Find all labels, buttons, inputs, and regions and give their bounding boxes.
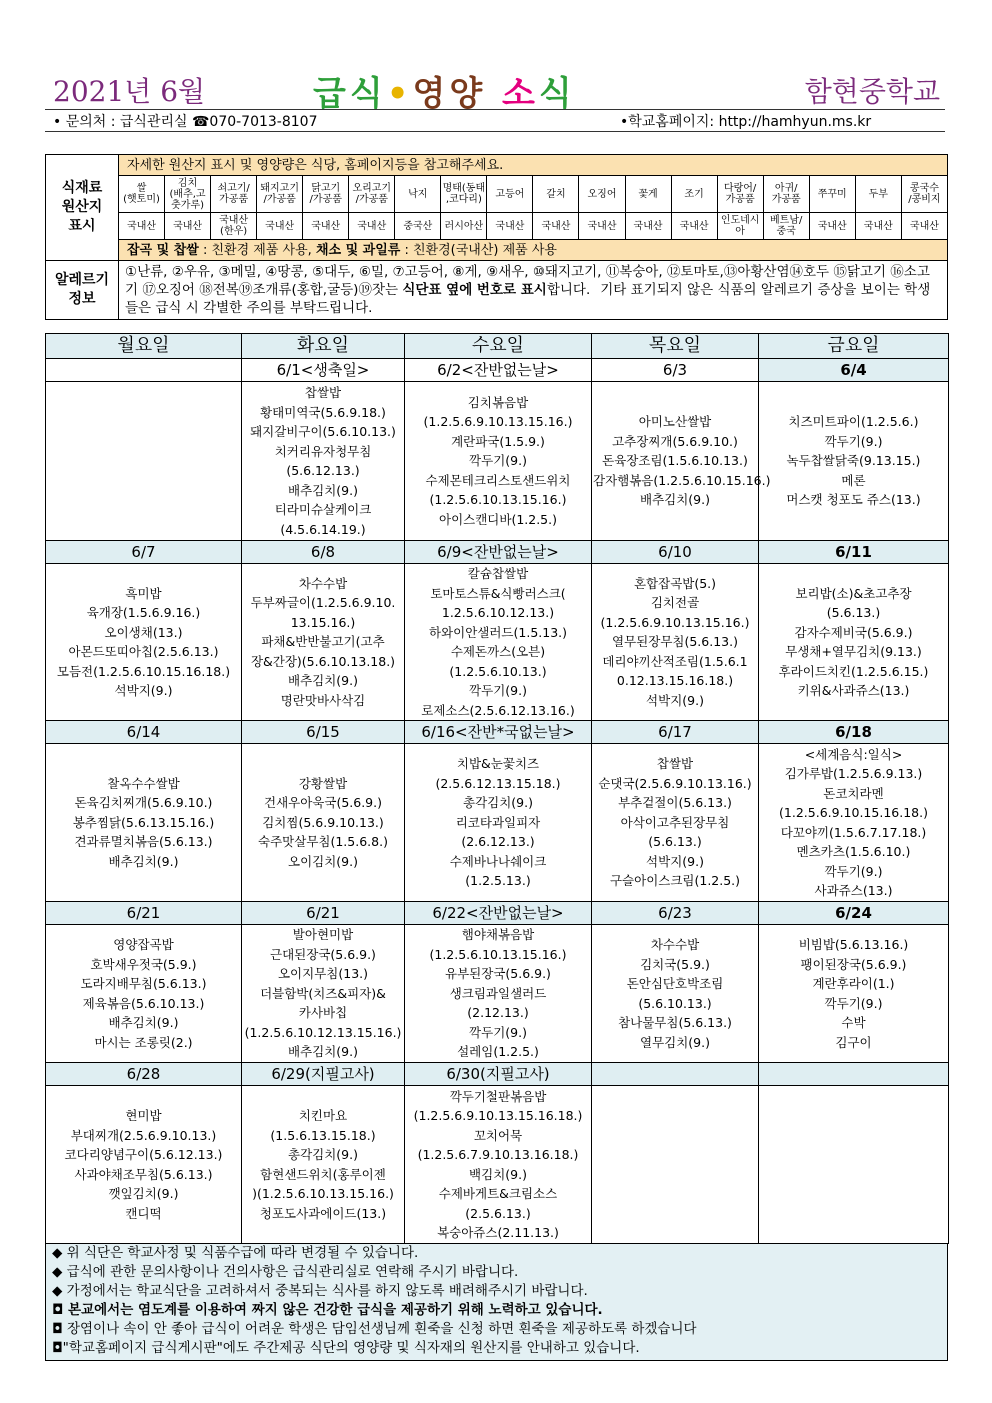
- notice-line: ◘ 장염이나 속이 안 좋아 급식이 어려운 학생은 담임선생님께 흰죽을 신청 하면 흰죽을 제공하도록 하겠습니다: [52, 1321, 697, 1337]
- menu-item: 발아현미밥: [292, 927, 354, 943]
- daily-menu: [759, 564, 949, 721]
- date-row: [46, 721, 949, 744]
- weekday-header: 화요일: [242, 334, 405, 359]
- origin-item: 닭고기 /가공품: [303, 176, 349, 213]
- daily-menu: [242, 564, 405, 721]
- menu-item: 혼합잡곡밥(5.): [633, 575, 717, 591]
- menu-item: (2.12.13.): [467, 1005, 529, 1021]
- menu-item: 봉추찜닭(5.6.13.15.16.): [72, 814, 215, 830]
- menu-item: 햄야채볶음밥: [461, 927, 535, 943]
- menu-item: 치즈미트파이(1.2.5.6.): [788, 414, 919, 430]
- origin-item: 돼지고기 /가공품: [257, 176, 303, 213]
- menu-item: 찹쌀밥: [304, 385, 342, 400]
- origin-items-row: [46, 176, 948, 213]
- menu-item: (1.2.5.6.7.9.10.13.16.18.): [417, 1147, 579, 1162]
- menu-item: (1.2.5.6.10.13.): [449, 663, 547, 679]
- menu-item: 김치전골: [650, 595, 700, 611]
- menu-item: 김구이: [835, 1034, 872, 1050]
- menu-row: [46, 925, 949, 1063]
- menu-item: 코다리양념구이(5.6.12.13.): [64, 1147, 223, 1162]
- allergy-row: [46, 261, 948, 320]
- menu-item: (1.2.5.6.9.10.13.15.16.18.): [413, 1108, 583, 1123]
- menu-date: 6/30(지필고사): [405, 1063, 592, 1086]
- origin-item: 김치 (배추,고 춧가루): [165, 176, 211, 213]
- menu-row: [46, 1086, 949, 1244]
- allergy-list-text: 닭고기 ⑯소고기 ⑰오징어 ⑱전복⑲조개류(홍합,굴등)⑲잣는: [125, 264, 930, 298]
- menu-date: 6/11: [759, 541, 949, 564]
- origin-country: 국내산: [487, 213, 533, 240]
- origin-country: 중국산: [395, 213, 441, 240]
- menu-item: 치킨마요: [298, 1108, 348, 1123]
- notice-line: ◘ 본교에서는 염도계를 이용하여 짜지 않은 건강한 급식을 제공하기 위해 노력하고 있습니다.: [52, 1302, 603, 1318]
- menu-item: (2.5.6.13.): [465, 1205, 531, 1221]
- menu-item: 수제몬테크리스토샌드위치: [425, 472, 571, 488]
- menu-item: 차수수밥: [298, 575, 348, 591]
- daily-menu: [46, 925, 242, 1063]
- menu-item: 배추김치(9.): [108, 853, 179, 869]
- menu-item: (4.5.6.14.19.): [280, 521, 366, 537]
- menu-item: 티라미슈살케이크: [274, 502, 372, 517]
- menu-item: (1.5.6.13.15.18.): [270, 1127, 376, 1143]
- menu-item: 토마토스튜&식빵러스크(: [430, 585, 566, 601]
- allergy-list-line: ①난류, ②우유, ③메밀, ④땅콩, ⑤대두, ⑥밀, ⑦고등어, ⑧게, ⑨새우, ⑩돼지고기, ⑪복숭아, ⑫토마토,⑬아황산염⑭호두 ⑮: [125, 264, 847, 280]
- date-row: [46, 902, 949, 925]
- daily-menu: [46, 744, 242, 902]
- menu-item: 수제바나나쉐이크: [449, 853, 547, 869]
- menu-item: 오이김치(9.): [288, 853, 358, 869]
- origin-item: 두부: [855, 176, 901, 213]
- daily-menu: [46, 382, 242, 541]
- menu-item: 숙주맛살무침(1.5.6.8.): [258, 834, 388, 850]
- title-part: 영: [412, 74, 450, 114]
- menu-item: 캔디떡: [125, 1205, 162, 1221]
- daily-menu: [242, 1086, 405, 1244]
- daily-menu: [592, 925, 759, 1063]
- origin-item: 쭈꾸미: [809, 176, 855, 213]
- menu-date: 6/1<생축일>: [242, 359, 405, 382]
- daily-menu: [405, 564, 592, 721]
- menu-item: 배추김치(9.): [288, 673, 358, 689]
- menu-date: [759, 1063, 949, 1086]
- daily-menu: [759, 925, 949, 1063]
- menu-item: 청포도사과에이드(13.): [259, 1205, 387, 1221]
- daily-menu: [46, 1086, 242, 1244]
- menu-date: 6/24: [759, 902, 949, 925]
- origin-country: 국내산: [533, 213, 579, 240]
- origin-country: 국내산: [119, 213, 165, 240]
- origin-item: 콩국수 /콩비지: [901, 176, 947, 213]
- menu-item: 멘츠카츠(1.5.6.10.): [796, 844, 911, 859]
- allergy-warning: 기타 표기되지 않은 식품의 알레르기 증상을 보이는 학생들은 급식 시 각별한 주의를 부탁드립니다.: [125, 282, 931, 316]
- menu-item: (5.6.13.): [648, 834, 702, 850]
- origin-item: 갈치: [533, 176, 579, 213]
- menu-date: 6/23: [592, 902, 759, 925]
- menu-item: 치밥&눈꽃치즈: [456, 756, 540, 772]
- menu-row: [46, 564, 949, 721]
- lunch-menu-table: [45, 333, 949, 1244]
- menu-item: 비빔밥(5.6.13.16.): [798, 937, 909, 952]
- menu-item: 수제바게트&크림소스: [438, 1186, 558, 1201]
- origin-item: 고등어: [487, 176, 533, 213]
- origin-country: 국내산: [625, 213, 671, 240]
- daily-menu: [46, 564, 242, 721]
- notice-line: ◆ 가정에서는 학교식단을 고려하셔서 중복되는 식사를 하지 않도록 배려해주시기 바랍니다.: [52, 1283, 588, 1299]
- menu-item: (5.6.12.13.): [286, 463, 360, 478]
- menu-item: (1.2.5.6.10.12.13.15.16.): [244, 1024, 402, 1040]
- menu-item: 육개장(1.5.6.9.16.): [86, 605, 201, 620]
- menu-item: (2.6.12.13.): [461, 834, 535, 850]
- menu-item: (1.2.5.6.10.13.15.16.): [429, 492, 567, 508]
- menu-item: 현미밥: [125, 1108, 162, 1123]
- title-part: 식: [538, 74, 576, 114]
- menu-date: 6/16<잔반*국없는날>: [405, 721, 592, 744]
- school-name: 함현중학교: [804, 75, 940, 108]
- menu-date: 6/28: [46, 1063, 242, 1086]
- eco-note-text: : 친환경 제품 사용,: [198, 242, 316, 258]
- menu-item: 근대된장국(5.6.9.): [270, 946, 376, 962]
- year-month: 2021년 6월: [53, 75, 206, 108]
- menu-item: 카사바칩: [298, 1005, 348, 1021]
- page-header: [45, 68, 945, 114]
- menu-item: 열무김치(9.): [640, 1034, 710, 1050]
- menu-item: 돈육장조림(1.5.6.10.13.): [602, 453, 748, 469]
- menu-item: 김치볶음밥: [467, 394, 529, 410]
- daily-menu: [592, 382, 771, 541]
- menu-date: 6/22<잔반없는날>: [405, 902, 592, 925]
- menu-item: 배추김치(9.): [288, 1044, 358, 1060]
- menu-item: 메론: [841, 472, 866, 488]
- menu-item: 배추김치(9.): [288, 482, 358, 498]
- menu-item: 석박지(9.): [114, 683, 173, 698]
- menu-item: (5.6.13.): [826, 605, 881, 620]
- daily-menu: [405, 1086, 592, 1244]
- menu-item: 석박지(9.): [646, 853, 704, 869]
- daily-menu: [405, 382, 592, 541]
- notice-line: ◆ 위 식단은 학교사정 및 식품수급에 따라 변경될 수 있습니다.: [52, 1245, 419, 1261]
- menu-item: 치커리유자청무침: [274, 443, 372, 459]
- menu-item: 감자햄볶음(1.2.5.6.10.15.16.): [593, 472, 771, 488]
- menu-item: 복숭아쥬스(2.11.13.): [437, 1225, 559, 1240]
- menu-item: 모듬전(1.2.5.6.10.15.16.18.): [56, 663, 231, 679]
- menu-item: (2.5.6.12.13.15.18.): [435, 775, 561, 791]
- menu-item: 황태미역국(5.6.9.18.): [260, 404, 386, 420]
- menu-item: 마시는 조롱릿(2.): [94, 1034, 193, 1050]
- menu-item: 아이스캔디바(1.2.5.): [439, 511, 557, 527]
- daily-menu: [592, 1086, 759, 1244]
- menu-item: 녹두찹쌀닭죽(9.13.15.): [786, 453, 921, 469]
- menu-item: 사과야채조무침(5.6.13.): [74, 1166, 213, 1182]
- menu-item: 돈안심단호박조림: [626, 976, 724, 991]
- menu-row: [46, 744, 949, 902]
- daily-menu: [759, 382, 949, 541]
- menu-item: 수제돈까스(오븐): [450, 644, 546, 659]
- origin-note-row: [46, 155, 948, 176]
- menu-date: 6/21: [46, 902, 242, 925]
- menu-item: 돈육김치찌개(5.6.9.10.): [74, 795, 213, 811]
- origin-item: 쇠고기/ 가공품: [211, 176, 257, 213]
- menu-date: 6/2<잔반없는날>: [405, 359, 592, 382]
- allergy-list-text: 합니다.: [546, 282, 591, 298]
- title-part: 식: [349, 74, 387, 114]
- menu-item: 돈코치라멘: [823, 785, 884, 801]
- menu-item: 장&간장)(5.6.10.13.18.): [250, 653, 396, 669]
- daily-menu: [759, 1086, 949, 1244]
- origin-item: 쌀 (햇토미): [119, 176, 165, 213]
- menu-item: 두부짜글이(1.2.5.6.9.10.: [250, 595, 396, 611]
- menu-item: 후라이드치킨(1.2.5.6.15.): [778, 663, 929, 679]
- menu-item: (1.2.5.6.9.10.13.15.16.): [423, 414, 573, 430]
- origin-label: 식재료 원산지 표시: [46, 155, 119, 261]
- menu-item: 깍두기(9.): [469, 453, 527, 469]
- daily-menu: [592, 744, 759, 902]
- weekday-header: 수요일: [405, 334, 592, 359]
- menu-item: 팽이된장국(5.6.9.): [800, 956, 907, 972]
- origin-allergy-table: [45, 154, 948, 320]
- title-part: 소: [486, 74, 539, 114]
- menu-item: 명란맛바사삭김: [280, 692, 366, 708]
- menu-item: 김가루밥(1.2.5.6.9.13.): [784, 766, 923, 781]
- menu-row: [46, 382, 949, 541]
- menu-item: 깍두기(9.): [824, 863, 883, 879]
- menu-item: 제육볶음(5.6.10.13.): [82, 995, 205, 1011]
- menu-item: 호박새우젓국(5.9.): [90, 956, 197, 972]
- daily-menu: [242, 382, 405, 541]
- menu-date: 6/7: [46, 541, 242, 564]
- menu-item: 건새우아욱국(5.6.9.): [264, 795, 382, 811]
- menu-item: 하와이안샐러드(1.5.13.): [428, 624, 567, 640]
- origin-country: 국내산: [303, 213, 349, 240]
- menu-item: )(1.2.5.6.10.13.15.16.): [252, 1186, 394, 1201]
- newsletter-title: [313, 66, 576, 115]
- menu-item: 아삭이고추된장무침: [620, 814, 730, 830]
- origin-item: 명태(동태 ,코다리): [441, 176, 487, 213]
- menu-item: 유부된장국(5.6.9.): [445, 966, 551, 982]
- eco-note-text: : 친환경(국내산) 제품 사용: [400, 242, 557, 258]
- menu-item: 고추장찌개(5.6.9.10.): [612, 433, 738, 449]
- origin-country: 국내산: [809, 213, 855, 240]
- menu-date: 6/18: [759, 721, 949, 744]
- menu-item: 총각김치(9.): [288, 1147, 358, 1162]
- origin-country: 국내산: [671, 213, 717, 240]
- menu-item: 깍두기(9.): [469, 683, 527, 698]
- origin-country: 국내산: [257, 213, 303, 240]
- menu-date: 6/9<잔반없는날>: [405, 541, 592, 564]
- origin-country: 국내산: [349, 213, 395, 240]
- allergy-emphasis: 식단표 옆에 번호로 표시: [402, 282, 547, 298]
- daily-menu: [405, 744, 592, 902]
- notice-line: ◘"학교홈페이지 급식게시판"에도 주간제공 식단의 영양량 및 식자재의 원산지를 안내하고 있습니다.: [52, 1340, 640, 1356]
- menu-item: 깍두기(9.): [469, 1024, 527, 1040]
- menu-date: 6/8: [242, 541, 405, 564]
- menu-item: 다꼬야끼(1.5.6.7.17.18.): [780, 824, 927, 840]
- origin-item: 조기: [671, 176, 717, 213]
- menu-item: 김치찜(5.6.9.10.13.): [262, 814, 384, 830]
- menu-item: 아몬드또띠아칩(2.5.6.13.): [68, 644, 219, 659]
- menu-item: 차수수밥: [650, 937, 700, 952]
- menu-item: 파채&반반불고기(고추: [261, 634, 385, 650]
- menu-date: [46, 359, 242, 382]
- menu-date: 6/17: [592, 721, 759, 744]
- menu-item: 흑미밥: [125, 585, 162, 601]
- menu-item: 도라지배무침(5.6.13.): [80, 976, 207, 991]
- origin-country: 국내산: [579, 213, 625, 240]
- menu-item: 영양잡곡밥: [113, 937, 174, 952]
- menu-item: 깍두기(9.): [824, 433, 883, 449]
- menu-item: 깍두기(9.): [824, 995, 883, 1011]
- origin-country: 국내산: [855, 213, 901, 240]
- daily-menu: [242, 925, 405, 1063]
- date-row: [46, 359, 949, 382]
- origin-country-row: [46, 213, 948, 240]
- menu-item: 돼지갈비구이(5.6.10.13.): [250, 424, 396, 439]
- menu-item: 구슬아이스크림(1.2.5.): [609, 873, 741, 889]
- origin-eco-row: [46, 240, 948, 261]
- origin-item: 꽃게: [625, 176, 671, 213]
- origin-country: 베트남/ 중국: [763, 213, 809, 240]
- menu-item: 머스캣 청포도 쥬스(13.): [786, 492, 921, 508]
- menu-item: 생크림과일샐러드: [449, 985, 547, 1001]
- daily-menu: [405, 925, 592, 1063]
- menu-item: 키위&사과쥬스(13.): [797, 683, 910, 698]
- origin-country: 국내산: [165, 213, 211, 240]
- menu-item: 깍두기철판볶음밥: [449, 1088, 547, 1104]
- origin-item: 오징어: [579, 176, 625, 213]
- contact-divider: [45, 131, 945, 132]
- allergy-label: 알레르기 정보: [46, 261, 119, 320]
- menu-item: 배추김치(9.): [640, 492, 710, 508]
- menu-item: 아미노산쌀밥: [638, 414, 712, 430]
- origin-item: 다랑어/ 가공품: [717, 176, 763, 213]
- menu-item: 찹쌀밥: [656, 756, 694, 772]
- menu-item: 열무된장무침(5.6.13.): [612, 634, 738, 650]
- origin-country: 국내산: [901, 213, 947, 240]
- daily-menu: [242, 744, 405, 902]
- menu-item: 오이생채(13.): [104, 624, 183, 640]
- weekday-header-row: [46, 334, 949, 359]
- menu-item: 사과쥬스(13.): [814, 883, 893, 898]
- weekday-header: 금요일: [759, 334, 949, 359]
- origin-country: 인도네시 아: [717, 213, 763, 240]
- menu-item: 무생채+열무김치(9.13.): [785, 644, 922, 659]
- menu-item: 부추겉절이(5.6.13.): [618, 795, 732, 811]
- menu-date: 6/21: [242, 902, 405, 925]
- menu-item: 칼슘찹쌀밥: [467, 566, 529, 581]
- menu-item: 찰옥수수쌀밥: [107, 775, 180, 791]
- menu-item: 부대찌개(2.5.6.9.10.13.): [70, 1127, 217, 1143]
- weekday-header: 월요일: [46, 334, 242, 359]
- title-part: 급: [313, 74, 350, 114]
- notice-line: ◆ 급식에 관한 문의사항이나 건의사항은 급식관리실로 연락해 주시기 바랍니다.: [52, 1264, 519, 1280]
- menu-item: 백김치(9.): [469, 1166, 527, 1182]
- menu-item: 김치국(5.9.): [640, 956, 710, 972]
- menu-item: 꼬치어묵: [473, 1127, 523, 1143]
- menu-item: 수박: [841, 1015, 866, 1030]
- menu-date: 6/4: [759, 359, 949, 382]
- origin-item: 낙지: [395, 176, 441, 213]
- daily-menu: [592, 564, 759, 721]
- menu-date: 6/29(지필고사): [242, 1063, 405, 1086]
- menu-item: 감자수제비국(5.6.9.): [794, 624, 913, 640]
- menu-item: 배추김치(9.): [108, 1015, 179, 1030]
- menu-date: 6/10: [592, 541, 759, 564]
- origin-country: 러시아산: [441, 213, 487, 240]
- menu-item: 계란파국(1.5.9.): [451, 433, 545, 449]
- menu-item: 계란후라이(1.): [812, 976, 895, 991]
- menu-item: 총각김치(9.): [463, 795, 533, 811]
- menu-item: 0.12.13.15.16.18.): [616, 673, 734, 689]
- origin-item: 아귀/ 가공품: [763, 176, 809, 213]
- menu-item: (1.2.5.6.10.13.15.16.): [429, 946, 567, 962]
- menu-item: <세계음식:일식>: [804, 746, 903, 762]
- menu-item: 석박지(9.): [646, 692, 704, 708]
- homepage-link[interactable]: •학교홈페이지: http://hamhyun.ms.kr: [620, 114, 872, 130]
- origin-item: 오리고기 /가공품: [349, 176, 395, 213]
- menu-item: 함현샌드위치(홍루이젠: [260, 1166, 386, 1182]
- menu-date: 6/3: [592, 359, 759, 382]
- menu-date: 6/15: [242, 721, 405, 744]
- title-part: •: [386, 74, 413, 114]
- menu-item: 데리야끼산적조림(1.5.6.1: [602, 653, 748, 669]
- menu-item: (1.2.5.6.9.10.15.16.18.): [779, 805, 928, 820]
- menu-item: 리코타과일피자: [455, 814, 541, 830]
- menu-item: (5.6.10.13.): [638, 995, 712, 1011]
- contact-line: [45, 111, 945, 131]
- eco-note: [119, 240, 948, 261]
- notice-box: [45, 1243, 948, 1361]
- allergy-info: [119, 261, 948, 320]
- menu-item: 보리밥(소)&초고추장: [795, 585, 912, 601]
- origin-note: 자세한 원산지 표시 및 영양량은 식당, 홈페이지등을 참고해주세요.: [119, 155, 948, 176]
- menu-item: (1.2.5.13.): [465, 873, 531, 889]
- origin-country: 국내산 (한우): [211, 213, 257, 240]
- daily-menu: [759, 744, 949, 902]
- menu-item: 로제소스(2.5.6.12.13.16.): [421, 702, 575, 718]
- menu-date: 6/14: [46, 721, 242, 744]
- title-part: 양: [449, 74, 487, 114]
- date-row: [46, 1063, 949, 1086]
- menu-item: 1.2.5.6.10.12.13.): [441, 605, 555, 620]
- date-row: [46, 541, 949, 564]
- menu-item: 설레임(1.2.5.): [457, 1044, 539, 1060]
- header-divider: [45, 109, 945, 110]
- eco-note-label: 잡곡 및 찹쌀: [127, 242, 199, 258]
- weekday-header: 목요일: [592, 334, 759, 359]
- menu-item: 순댓국(2.5.6.9.10.13.16.): [598, 775, 752, 791]
- eco-note-label: 채소 및 과일류: [315, 242, 401, 258]
- menu-date: [592, 1063, 759, 1086]
- menu-item: 오이지무침(13.): [277, 966, 368, 982]
- menu-item: 참나물무침(5.6.13.): [618, 1015, 732, 1030]
- menu-item: 더블함박(치즈&피자)&: [260, 985, 386, 1001]
- menu-item: (1.2.5.6.9.10.13.15.16.): [600, 614, 750, 630]
- menu-item: 강황쌀밥: [298, 775, 348, 791]
- menu-item: 견과류멸치볶음(5.6.13.): [74, 834, 213, 850]
- contact-info: • 문의처 : 급식관리실 ☎070-7013-8107: [53, 114, 318, 130]
- menu-item: 깻잎김치(9.): [108, 1186, 179, 1201]
- menu-item: 13.15.16.): [290, 614, 356, 630]
